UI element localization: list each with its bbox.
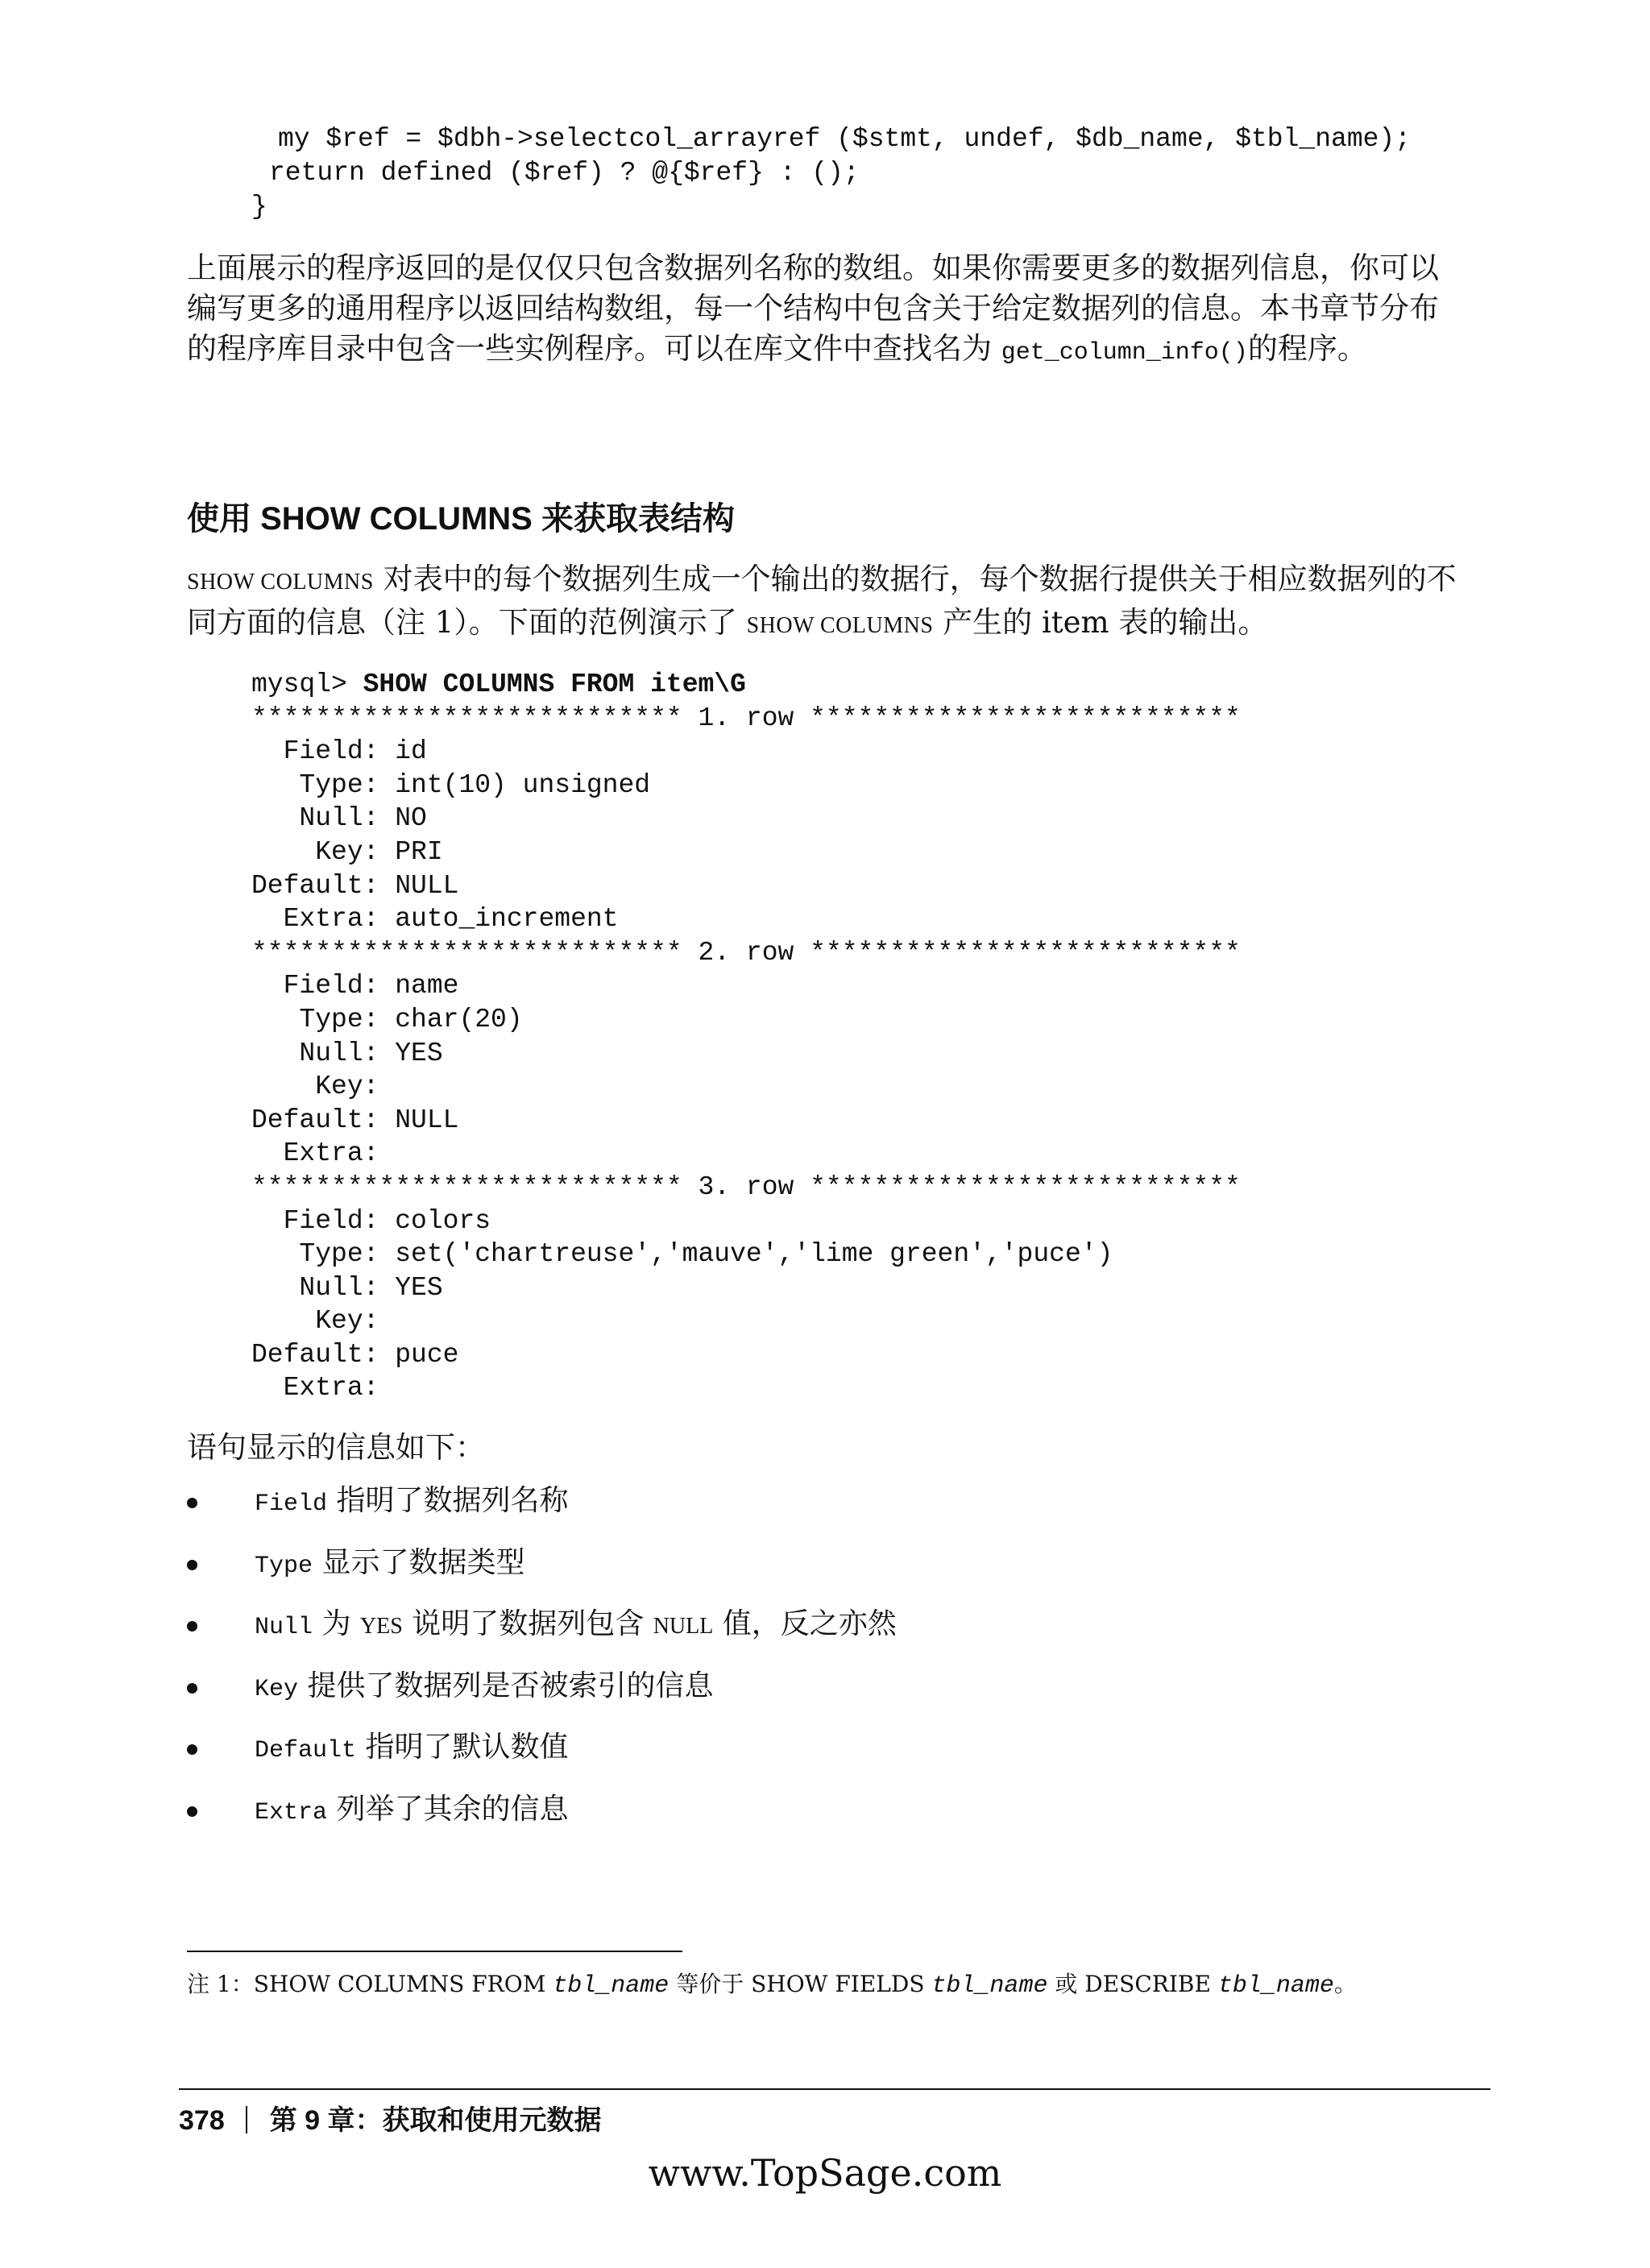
bullet-code: Key bbox=[255, 1675, 299, 1703]
bullet-keyword: NULL bbox=[653, 1614, 714, 1639]
output-line: Null: YES bbox=[251, 1272, 443, 1303]
bullet-icon bbox=[187, 1683, 197, 1694]
row-separator: *************************** 3. row *************************** bbox=[251, 1171, 1241, 1202]
bullet-icon bbox=[187, 1498, 197, 1508]
code-line-2: return defined ($ref) ? @{$ref} : (); bbox=[269, 158, 860, 188]
output-line: Type: char(20) bbox=[251, 1004, 523, 1034]
footnote-keyword: SHOW FIELDS bbox=[751, 1971, 932, 1997]
bullet-keyword: YES bbox=[359, 1614, 403, 1639]
footnote-keyword: SHOW COLUMNS FROM bbox=[253, 1971, 553, 1997]
chapter-title: 第 9 章：获取和使用元数据 bbox=[269, 2105, 602, 2136]
paragraph-return-array bbox=[187, 248, 1460, 373]
bullet-text: 列举了其余的信息 bbox=[327, 1792, 569, 1826]
list-intro: 语句显示的信息如下： bbox=[187, 1430, 485, 1465]
footnote-keyword: DESCRIBE bbox=[1084, 1971, 1218, 1997]
footnote bbox=[187, 1968, 1357, 2002]
footnote-variable: tbl_name bbox=[931, 1972, 1048, 2000]
code-fragment-top-3 bbox=[251, 190, 267, 224]
bullet-code: Extra bbox=[255, 1798, 328, 1826]
bullet-text: 说明了数据列包含 bbox=[402, 1607, 653, 1640]
output-line: Type: set('chartreuse','mauve','lime green','puce') bbox=[251, 1239, 1113, 1270]
mysql-command: SHOW COLUMNS FROM item\G bbox=[363, 670, 746, 699]
output-line: Key: bbox=[251, 1306, 379, 1337]
footer-separator bbox=[246, 2106, 247, 2133]
output-line: Extra: bbox=[251, 1138, 379, 1169]
bullet-code: Null bbox=[255, 1614, 313, 1641]
paragraph-1-text: 上面展示的程序返回的是仅仅只包含数据列名称的数组。如果你需要更多的数据列信息，你可以编写更多的通用程序以返回结构数组，每一个结构中包含关于给定数据列的信息。本书章节分布的程序库目录中包含一些实例程序。可以在库文件中查找名为 bbox=[187, 251, 1439, 366]
bullet-icon bbox=[187, 1744, 197, 1755]
bullet-text: 显示了数据类型 bbox=[313, 1545, 525, 1579]
footnote-variable: tbl_name bbox=[553, 1972, 670, 2000]
row-separator: *************************** 1. row *************************** bbox=[251, 703, 1241, 733]
footnote-end: 。 bbox=[1333, 1971, 1357, 1997]
output-line: Null: NO bbox=[251, 803, 427, 834]
bullet-icon bbox=[187, 1560, 197, 1570]
output-line: Key: bbox=[251, 1072, 379, 1102]
code-fragment-top bbox=[278, 122, 1411, 156]
footnote-text: 等价于 bbox=[669, 1971, 752, 1997]
code-fragment-top-2 bbox=[269, 156, 860, 190]
output-line: Default: NULL bbox=[251, 1105, 459, 1135]
output-line: Field: id bbox=[251, 736, 427, 767]
footnote-variable: tbl_name bbox=[1217, 1972, 1334, 2000]
output-line: Null: YES bbox=[251, 1038, 443, 1068]
keyword-show-columns-2: SHOW COLUMNS bbox=[746, 613, 934, 638]
bullet-text: 指明了默认数值 bbox=[356, 1731, 569, 1764]
site-watermark: www.TopSage.com bbox=[648, 2151, 1002, 2195]
page-number: 378 bbox=[179, 2105, 225, 2136]
bullet-text: 指明了数据列名称 bbox=[327, 1484, 569, 1517]
footer-divider bbox=[179, 2088, 1490, 2090]
paragraph-show-columns bbox=[187, 559, 1460, 646]
code-line-1: my $ref = $dbh->selectcol_arrayref ($stmt, undef, $db_name, $tbl_name); bbox=[278, 124, 1412, 154]
footnote-text: 或 bbox=[1047, 1971, 1085, 1997]
bullet-text: 为 bbox=[313, 1607, 360, 1640]
bullet-icon bbox=[187, 1806, 197, 1817]
footnote-divider bbox=[187, 1951, 682, 1952]
output-line: Type: int(10) unsigned bbox=[251, 769, 651, 800]
output-line: Extra: auto_increment bbox=[251, 904, 619, 935]
bullet-code: Type bbox=[255, 1552, 313, 1580]
bullet-code: Default bbox=[255, 1737, 357, 1764]
paragraph-1-tail: 的程序。 bbox=[1247, 331, 1367, 366]
code-line-3: } bbox=[251, 192, 267, 222]
paragraph-2-text: 对表中的每个数据列生成一个输出的数据行，每个数据行提供关于相应数据列的不同方面的信息（注 1）。下面的范例演示了 bbox=[187, 562, 1457, 640]
bullet-text: 提供了数据列是否被索引的信息 bbox=[298, 1669, 714, 1702]
mysql-prompt: mysql> bbox=[251, 670, 363, 699]
output-line: Default: puce bbox=[251, 1339, 459, 1370]
section-heading: 使用 SHOW COLUMNS 来获取表结构 bbox=[187, 501, 735, 537]
bullet-icon bbox=[187, 1621, 197, 1632]
output-line: Default: NULL bbox=[251, 870, 459, 901]
footnote-label: 注 1： bbox=[187, 1971, 254, 1997]
inline-code-get-column-info: get_column_info() bbox=[1001, 339, 1248, 367]
output-line: Key: PRI bbox=[251, 836, 443, 867]
row-separator: *************************** 2. row *************************** bbox=[251, 937, 1241, 968]
output-line: Extra: bbox=[251, 1373, 379, 1404]
output-line: Field: name bbox=[251, 971, 459, 1001]
mysql-output-block bbox=[251, 668, 1241, 1405]
paragraph-2-tail: 产生的 item 表的输出。 bbox=[933, 605, 1268, 640]
bullet-text: 值，反之亦然 bbox=[713, 1607, 897, 1640]
keyword-show-columns: SHOW COLUMNS bbox=[187, 570, 374, 595]
output-line: Field: colors bbox=[251, 1205, 491, 1236]
bullet-code: Field bbox=[255, 1491, 328, 1518]
page-footer bbox=[179, 2098, 602, 2137]
